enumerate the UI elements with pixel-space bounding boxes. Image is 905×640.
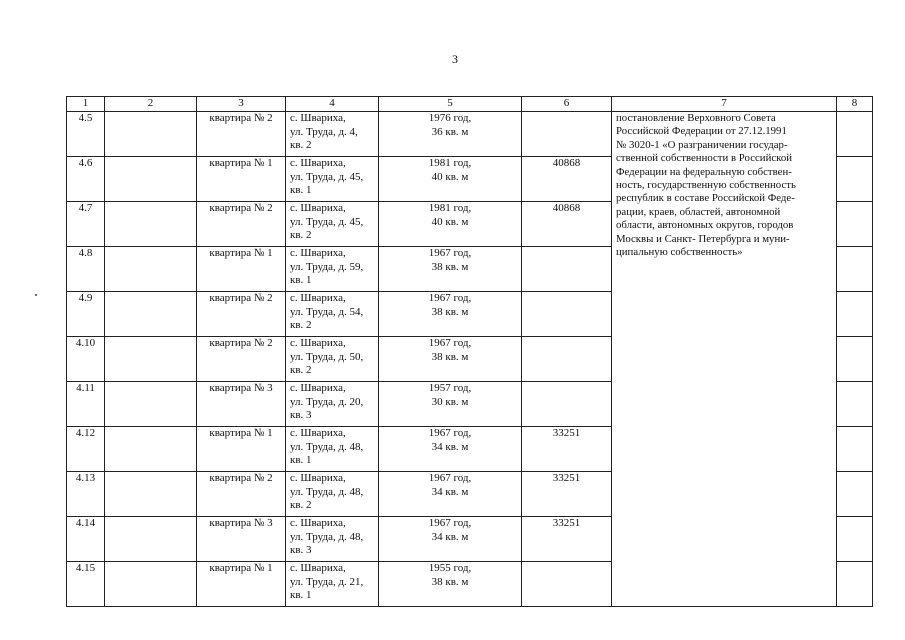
year-area-cell [379,472,522,517]
column-8-cell [837,202,873,247]
scan-speck [35,294,37,296]
legal-basis-cell [612,112,837,607]
legal-basis-line: области, автономных округов, городов [616,219,794,232]
year-area-cell [379,202,522,247]
year-area-line: 1967 год, [428,337,472,349]
year-area-line: 30 кв. м [431,395,469,408]
legal-basis-line: ность, государственную собственность [616,179,796,192]
address-line: кв. 2 [290,364,312,376]
column-2-cell [105,562,197,607]
year-area-line: 1967 год, [428,292,472,304]
legal-basis-line: Москвы и Санкт- Петербурга и муни- [616,232,790,245]
year-area-cell [379,337,522,382]
code-cell: 33251 [522,517,612,562]
code-cell [522,337,612,382]
item-number-cell: 4.13 [67,472,105,517]
object-name-cell: квартира № 1 [197,247,286,292]
code-cell [522,562,612,607]
legal-basis-line: республик в составе Российской Феде- [616,192,795,205]
address-line: кв. 2 [290,139,312,151]
year-area-line: 1957 год, [428,382,472,394]
address-line: ул. Труда, д. 45, [290,215,364,228]
year-area-line: 1967 год, [428,247,472,259]
code-cell [522,292,612,337]
item-number-cell: 4.9 [67,292,105,337]
table-body [67,97,873,607]
object-name-cell: квартира № 3 [197,517,286,562]
object-name-cell: квартира № 1 [197,562,286,607]
column-8-cell [837,247,873,292]
year-area-line: 1981 год, [428,202,472,214]
item-number-cell: 4.8 [67,247,105,292]
address-line: с. Швариха, [290,562,346,574]
address-line: ул. Труда, д. 20, [290,395,364,408]
address-cell [286,337,379,382]
object-name-cell: квартира № 1 [197,157,286,202]
address-line: с. Швариха, [290,202,346,214]
year-area-line: 40 кв. м [431,215,469,228]
year-area-line: 1967 год, [428,472,472,484]
year-area-cell [379,157,522,202]
address-cell [286,112,379,157]
object-name-cell: квартира № 2 [197,112,286,157]
column-8-cell [837,382,873,427]
column-8-cell [837,337,873,382]
year-area-line: 34 кв. м [431,530,469,543]
column-8-cell [837,472,873,517]
column-2-cell [105,517,197,562]
code-cell [522,247,612,292]
address-line: с. Швариха, [290,292,346,304]
year-area-line: 1976 год, [428,112,472,124]
column-number: 5 [379,97,522,112]
column-2-cell [105,472,197,517]
address-line: с. Швариха, [290,157,346,169]
address-line: кв. 1 [290,589,312,601]
address-cell [286,472,379,517]
address-line: с. Швариха, [290,382,346,394]
address-cell [286,517,379,562]
code-cell [522,382,612,427]
address-cell [286,157,379,202]
address-line: ул. Труда, д. 48, [290,485,364,498]
column-8-cell [837,562,873,607]
address-line: ул. Труда, д. 48, [290,440,364,453]
year-area-line: 36 кв. м [431,125,469,138]
address-line: кв. 3 [290,409,312,421]
legal-basis-line: Федерации на федеральную собствен- [616,165,792,178]
address-line: с. Швариха, [290,112,346,124]
address-line: кв. 1 [290,274,312,286]
item-number-cell: 4.5 [67,112,105,157]
year-area-cell [379,112,522,157]
legal-basis-line: Российской Федерации от 27.12.1991 [616,125,787,138]
year-area-cell [379,292,522,337]
address-line: кв. 1 [290,184,312,196]
column-2-cell [105,112,197,157]
legal-basis-line: № 3020-1 «О разграничении государ- [616,138,788,151]
address-line: кв. 2 [290,499,312,511]
year-area-line: 34 кв. м [431,440,469,453]
address-line: ул. Труда, д. 4, [290,125,358,138]
legal-basis-line: ственной собственности в Российской [616,152,793,165]
column-number-row [67,97,873,112]
column-number: 4 [286,97,379,112]
item-number-cell: 4.6 [67,157,105,202]
table-row [67,112,873,157]
item-number-cell: 4.15 [67,562,105,607]
column-2-cell [105,292,197,337]
address-line: ул. Труда, д. 54, [290,305,364,318]
address-cell [286,202,379,247]
item-number-cell: 4.14 [67,517,105,562]
column-8-cell [837,112,873,157]
address-cell [286,382,379,427]
address-cell [286,247,379,292]
year-area-cell [379,517,522,562]
object-name-cell: квартира № 2 [197,292,286,337]
year-area-line: 1981 год, [428,157,472,169]
column-8-cell [837,517,873,562]
column-8-cell [837,292,873,337]
column-number: 1 [67,97,105,112]
legal-basis-line: ципальную собственность» [616,246,743,259]
object-name-cell: квартира № 2 [197,337,286,382]
address-cell [286,562,379,607]
code-cell: 40868 [522,202,612,247]
column-2-cell [105,247,197,292]
address-line: с. Швариха, [290,337,346,349]
address-line: кв. 2 [290,319,312,331]
address-line: с. Швариха, [290,247,346,259]
column-number: 8 [837,97,873,112]
year-area-line: 38 кв. м [431,260,469,273]
object-name-cell: квартира № 1 [197,427,286,472]
year-area-line: 40 кв. м [431,170,469,183]
year-area-line: 1967 год, [428,427,472,439]
column-8-cell [837,157,873,202]
year-area-cell [379,562,522,607]
column-2-cell [105,157,197,202]
address-line: ул. Труда, д. 21, [290,575,364,588]
object-name-cell: квартира № 3 [197,382,286,427]
column-number: 6 [522,97,612,112]
address-line: кв. 3 [290,544,312,556]
address-line: ул. Труда, д. 45, [290,170,364,183]
address-line: с. Швариха, [290,427,346,439]
legal-basis-line: постановление Верховного Совета [616,112,776,124]
year-area-line: 34 кв. м [431,485,469,498]
year-area-cell [379,382,522,427]
year-area-cell [379,247,522,292]
column-2-cell [105,337,197,382]
year-area-line: 38 кв. м [431,305,469,318]
item-number-cell: 4.7 [67,202,105,247]
address-cell [286,292,379,337]
code-cell: 33251 [522,427,612,472]
column-2-cell [105,382,197,427]
item-number-cell: 4.11 [67,382,105,427]
address-line: кв. 2 [290,229,312,241]
object-name-cell: квартира № 2 [197,202,286,247]
address-line: кв. 1 [290,454,312,466]
legal-basis-line: рации, краев, областей, автономной [616,205,781,218]
object-name-cell: квартира № 2 [197,472,286,517]
item-number-cell: 4.10 [67,337,105,382]
code-cell: 33251 [522,472,612,517]
address-line: ул. Труда, д. 48, [290,530,364,543]
page-number: 3 [452,52,458,66]
year-area-line: 38 кв. м [431,575,469,588]
item-number-cell: 4.12 [67,427,105,472]
code-cell: 40868 [522,157,612,202]
column-2-cell [105,202,197,247]
year-area-line: 1967 год, [428,517,472,529]
year-area-cell [379,427,522,472]
property-register-table [66,96,873,607]
year-area-line: 1955 год, [428,562,472,574]
column-number: 2 [105,97,197,112]
column-8-cell [837,427,873,472]
column-number: 7 [612,97,837,112]
address-line: с. Швариха, [290,472,346,484]
column-2-cell [105,427,197,472]
address-line: ул. Труда, д. 59, [290,260,364,273]
address-cell [286,427,379,472]
address-line: с. Швариха, [290,517,346,529]
code-cell [522,112,612,157]
column-number: 3 [197,97,286,112]
address-line: ул. Труда, д. 50, [290,350,364,363]
year-area-line: 38 кв. м [431,350,469,363]
